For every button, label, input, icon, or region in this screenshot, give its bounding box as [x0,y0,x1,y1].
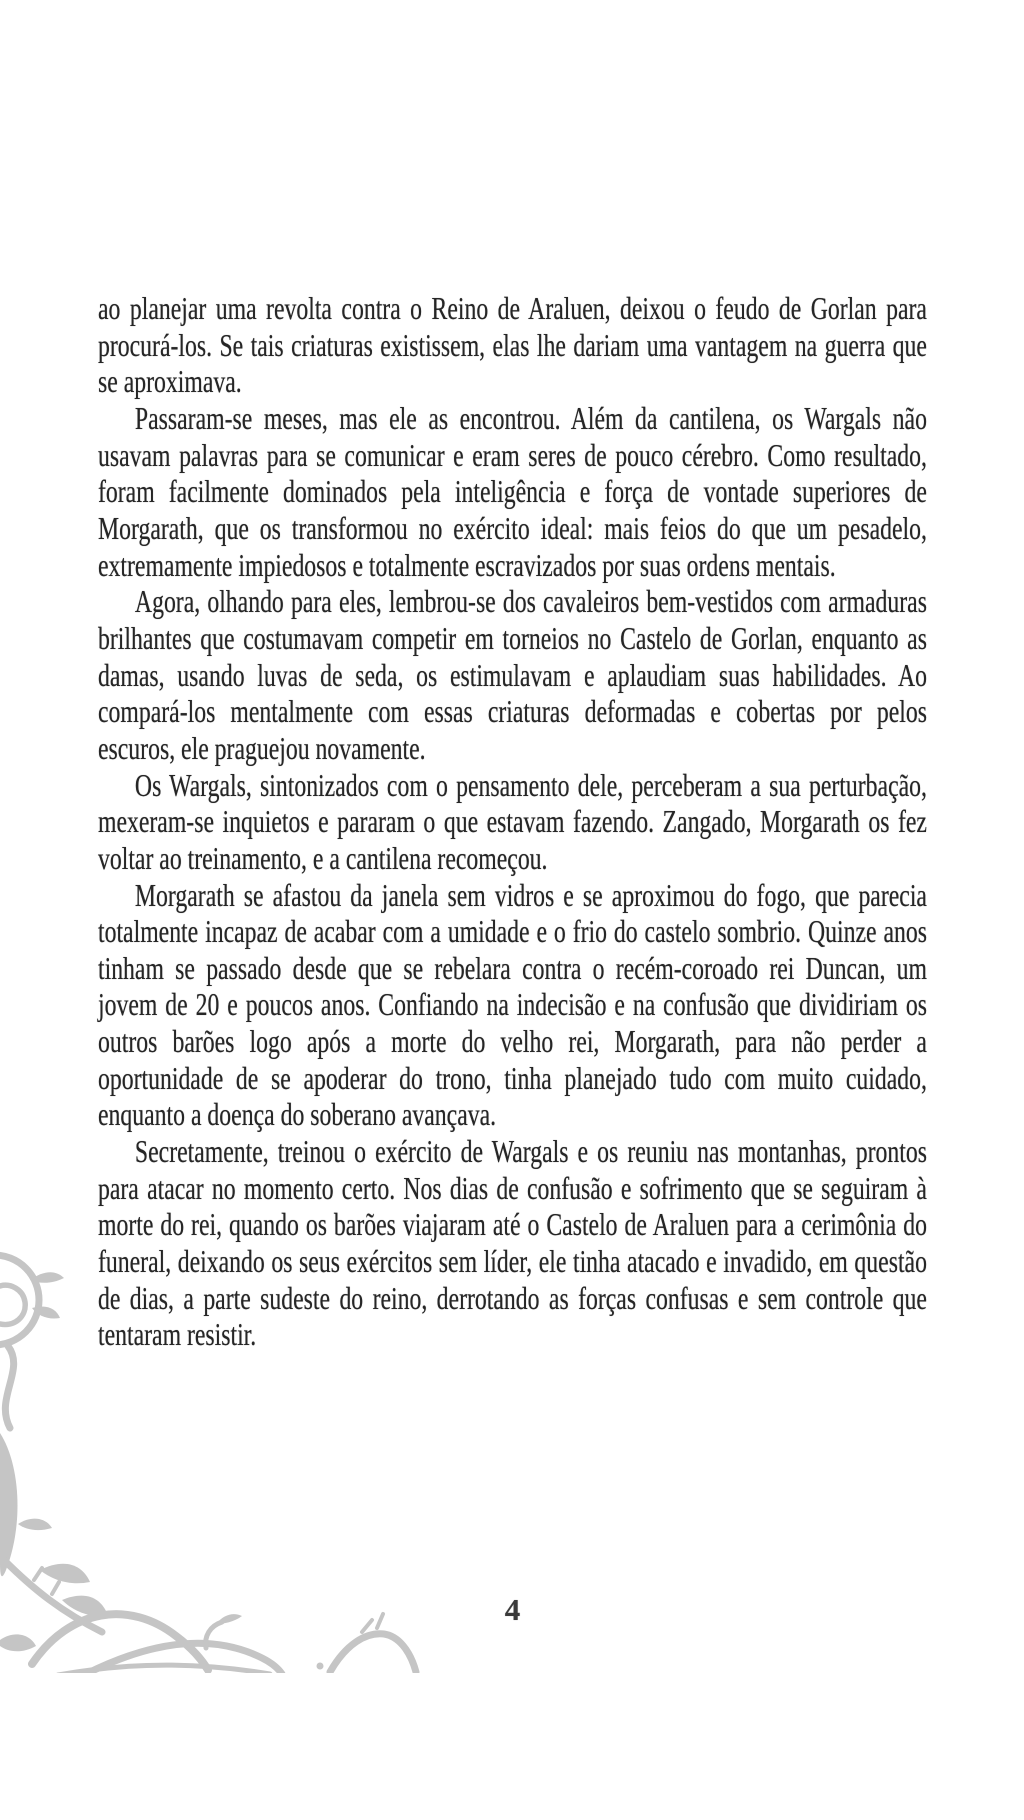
paragraph: Os Wargals, sintonizados com o pensamento dele, perceberam a sua perturbação, mexeram-se inquietos e pararam o que estavam fazendo. Zangado, Morgarath os fez voltar ao treinamento, e a cantilena recomeçou. [98,767,927,876]
paragraph: Secretamente, treinou o exército de Wargals e os reuniu nas montanhas, prontos para atacar no momento certo. Nos dias de confusão e sofrimento que se seguiram à morte do rei, quando os barões viajaram até o Castelo de Araluen para a cerimônia do funeral, deixando os seus exércitos sem líder, ele tinha atacado e invadido, em questão de dias, a parte sudeste do reino, derrotando as forças confusas e sem controle que tentaram resistir. [98,1134,927,1353]
body-text [98,291,927,1354]
paragraph: Morgarath se afastou da janela sem vidros e se aproximou do fogo, que parecia totalmente incapaz de acabar com a umidade e o frio do castelo sombrio. Quinze anos tinham se passado desde que se rebelara contra o recém-coroado rei Duncan, um jovem de 20 e poucos anos. Confiando na indecisão e na confusão que dividiriam os outros barões logo após a morte do velho rei, Morgarath, para não perder a oportunidade de se apoderar do trono, tinha planejado tudo com muito cuidado, enquanto a doença do soberano avançava. [98,877,927,1133]
paragraph: Agora, olhando para eles, lembrou-se dos cavaleiros bem-vestidos com armaduras brilhantes que costumavam competir em torneios no Castelo de Gorlan, enquanto as damas, usando luvas de seda, os estimulavam e aplaudiam suas habilidades. Ao compará-los mentalmente com essas criaturas deformadas e cobertas por pelos escuros, ele praguejou novamente. [98,584,927,766]
paragraph: Passaram-se meses, mas ele as encontrou. Além da cantilena, os Wargals não usavam palavras para se comunicar e eram seres de pouco cérebro. Como resultado, foram facilmente dominados pela inteligência e força de vontade superiores de Morgarath, que os transformou no exército ideal: mais feios do que um pesadelo, extremamente impiedosos e totalmente escravizados por suas ordens mentais. [98,400,927,583]
page-number: 4 [504,1592,521,1627]
paragraph-continuation: ao planejar uma revolta contra o Reino de Araluen, deixou o feudo de Gorlan para procurá-los. Se tais criaturas existissem, elas lhe dariam uma vantagem na guerra que se aproximava. [98,291,927,400]
